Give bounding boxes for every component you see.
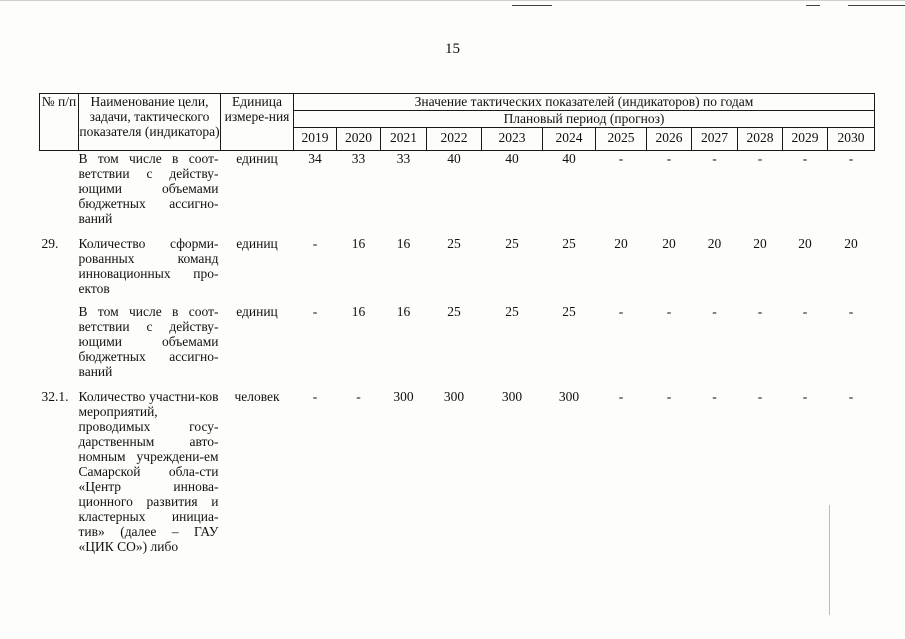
scan-mark xyxy=(848,5,905,6)
scan-top-edge xyxy=(0,0,905,1)
header-year: 2030 xyxy=(828,128,875,151)
header-num: № п/п xyxy=(40,94,79,151)
header-year: 2029 xyxy=(783,128,828,151)
header-year: 2019 xyxy=(294,128,337,151)
scan-mark xyxy=(806,5,820,6)
row-value: - xyxy=(356,388,361,404)
row-value: 300 xyxy=(558,388,580,404)
row-value: 16 xyxy=(396,235,411,251)
row-value: - xyxy=(802,151,808,166)
row-num xyxy=(40,151,79,236)
row-value: 20 xyxy=(753,235,767,251)
row-value: 300 xyxy=(443,388,465,404)
row-value: - xyxy=(618,151,624,166)
header-year: 2027 xyxy=(692,128,738,151)
row-value: - xyxy=(618,388,624,404)
row-value: 40 xyxy=(447,151,461,166)
row-name: Количество сформи-рованных команд инновационных про-ектов xyxy=(78,235,219,296)
row-value: - xyxy=(712,303,717,319)
row-value: 25 xyxy=(505,303,519,319)
header-year: 2024 xyxy=(543,128,596,151)
row-unit: единиц xyxy=(236,235,278,251)
row-value: - xyxy=(848,388,854,404)
header-year: 2022 xyxy=(427,128,482,151)
table-row xyxy=(40,236,875,304)
row-value: - xyxy=(712,388,717,404)
row-name: В том числе в соот-ветствии с действу-ющими объемами бюджетных ассигно-ваний xyxy=(78,151,219,226)
row-value: 20 xyxy=(707,235,722,251)
row-value: 20 xyxy=(844,235,858,251)
row-value: - xyxy=(712,151,717,166)
header-year: 2021 xyxy=(381,128,427,151)
row-num xyxy=(40,304,79,389)
row-num: 29. xyxy=(41,235,59,251)
table-row xyxy=(40,304,875,389)
header-year: 2020 xyxy=(337,128,381,151)
row-value: 40 xyxy=(505,151,519,166)
row-value: - xyxy=(312,235,318,251)
scan-mark xyxy=(512,5,552,6)
row-value: 20 xyxy=(798,235,812,251)
row-value: - xyxy=(757,303,763,319)
row-value: - xyxy=(666,303,672,319)
header-unit: Единица измере-ния xyxy=(221,94,294,151)
header-name: Наименование цели, задачи, тактического показателя (индикатора) xyxy=(79,94,221,151)
row-value: - xyxy=(802,388,808,404)
table-row xyxy=(40,389,875,579)
row-value: 34 xyxy=(308,151,322,166)
header-planned-period: Плановый период (прогноз) xyxy=(294,111,875,128)
row-value: 25 xyxy=(447,235,461,251)
header-year: 2028 xyxy=(738,128,783,151)
row-value: - xyxy=(666,151,672,166)
row-value: 300 xyxy=(393,388,414,404)
row-value: 25 xyxy=(562,235,576,251)
row-value: 25 xyxy=(505,235,519,251)
indicators-table xyxy=(39,93,875,579)
row-value: - xyxy=(802,303,808,319)
row-value: 20 xyxy=(662,235,676,251)
row-name: В том числе в соот-ветствии с действу-ющими объемами бюджетных ассигно-ваний xyxy=(78,303,219,379)
row-num: 32.1. xyxy=(41,388,69,404)
row-value: 16 xyxy=(396,303,411,319)
header-year: 2023 xyxy=(482,128,543,151)
page-number: 15 xyxy=(445,41,460,57)
row-value: - xyxy=(666,388,672,404)
row-unit: единиц xyxy=(236,303,278,319)
row-value: - xyxy=(757,388,763,404)
row-value: 300 xyxy=(501,388,523,404)
header-values-group: Значение тактических показателей (индикаторов) по годам xyxy=(294,94,875,111)
row-value: 25 xyxy=(562,303,576,319)
header-year: 2026 xyxy=(647,128,692,151)
row-value: - xyxy=(618,303,624,319)
row-value: 25 xyxy=(447,303,461,319)
row-name: Количество участни-ков мероприятий, проводимых госу-дарственным авто-номным учреждени-ем Самарской обла-сти «Центр иннова-ционного развития и кластерных инициа-тив» (далее – ГАУ «ЦИК СО») либо xyxy=(78,388,219,554)
table-row xyxy=(40,151,875,236)
row-value: 33 xyxy=(351,151,366,166)
row-value: - xyxy=(312,388,318,404)
row-value: 16 xyxy=(351,235,366,251)
row-value: 33 xyxy=(396,151,411,166)
row-value: 20 xyxy=(614,235,628,251)
row-unit: человек xyxy=(234,388,280,404)
header-year: 2025 xyxy=(596,128,647,151)
row-value: - xyxy=(757,151,763,166)
row-value: 16 xyxy=(351,303,366,319)
row-unit: единиц xyxy=(236,151,278,166)
row-value: - xyxy=(312,303,318,319)
row-value: - xyxy=(848,303,854,319)
row-value: 40 xyxy=(562,151,576,166)
row-value: - xyxy=(848,151,854,166)
